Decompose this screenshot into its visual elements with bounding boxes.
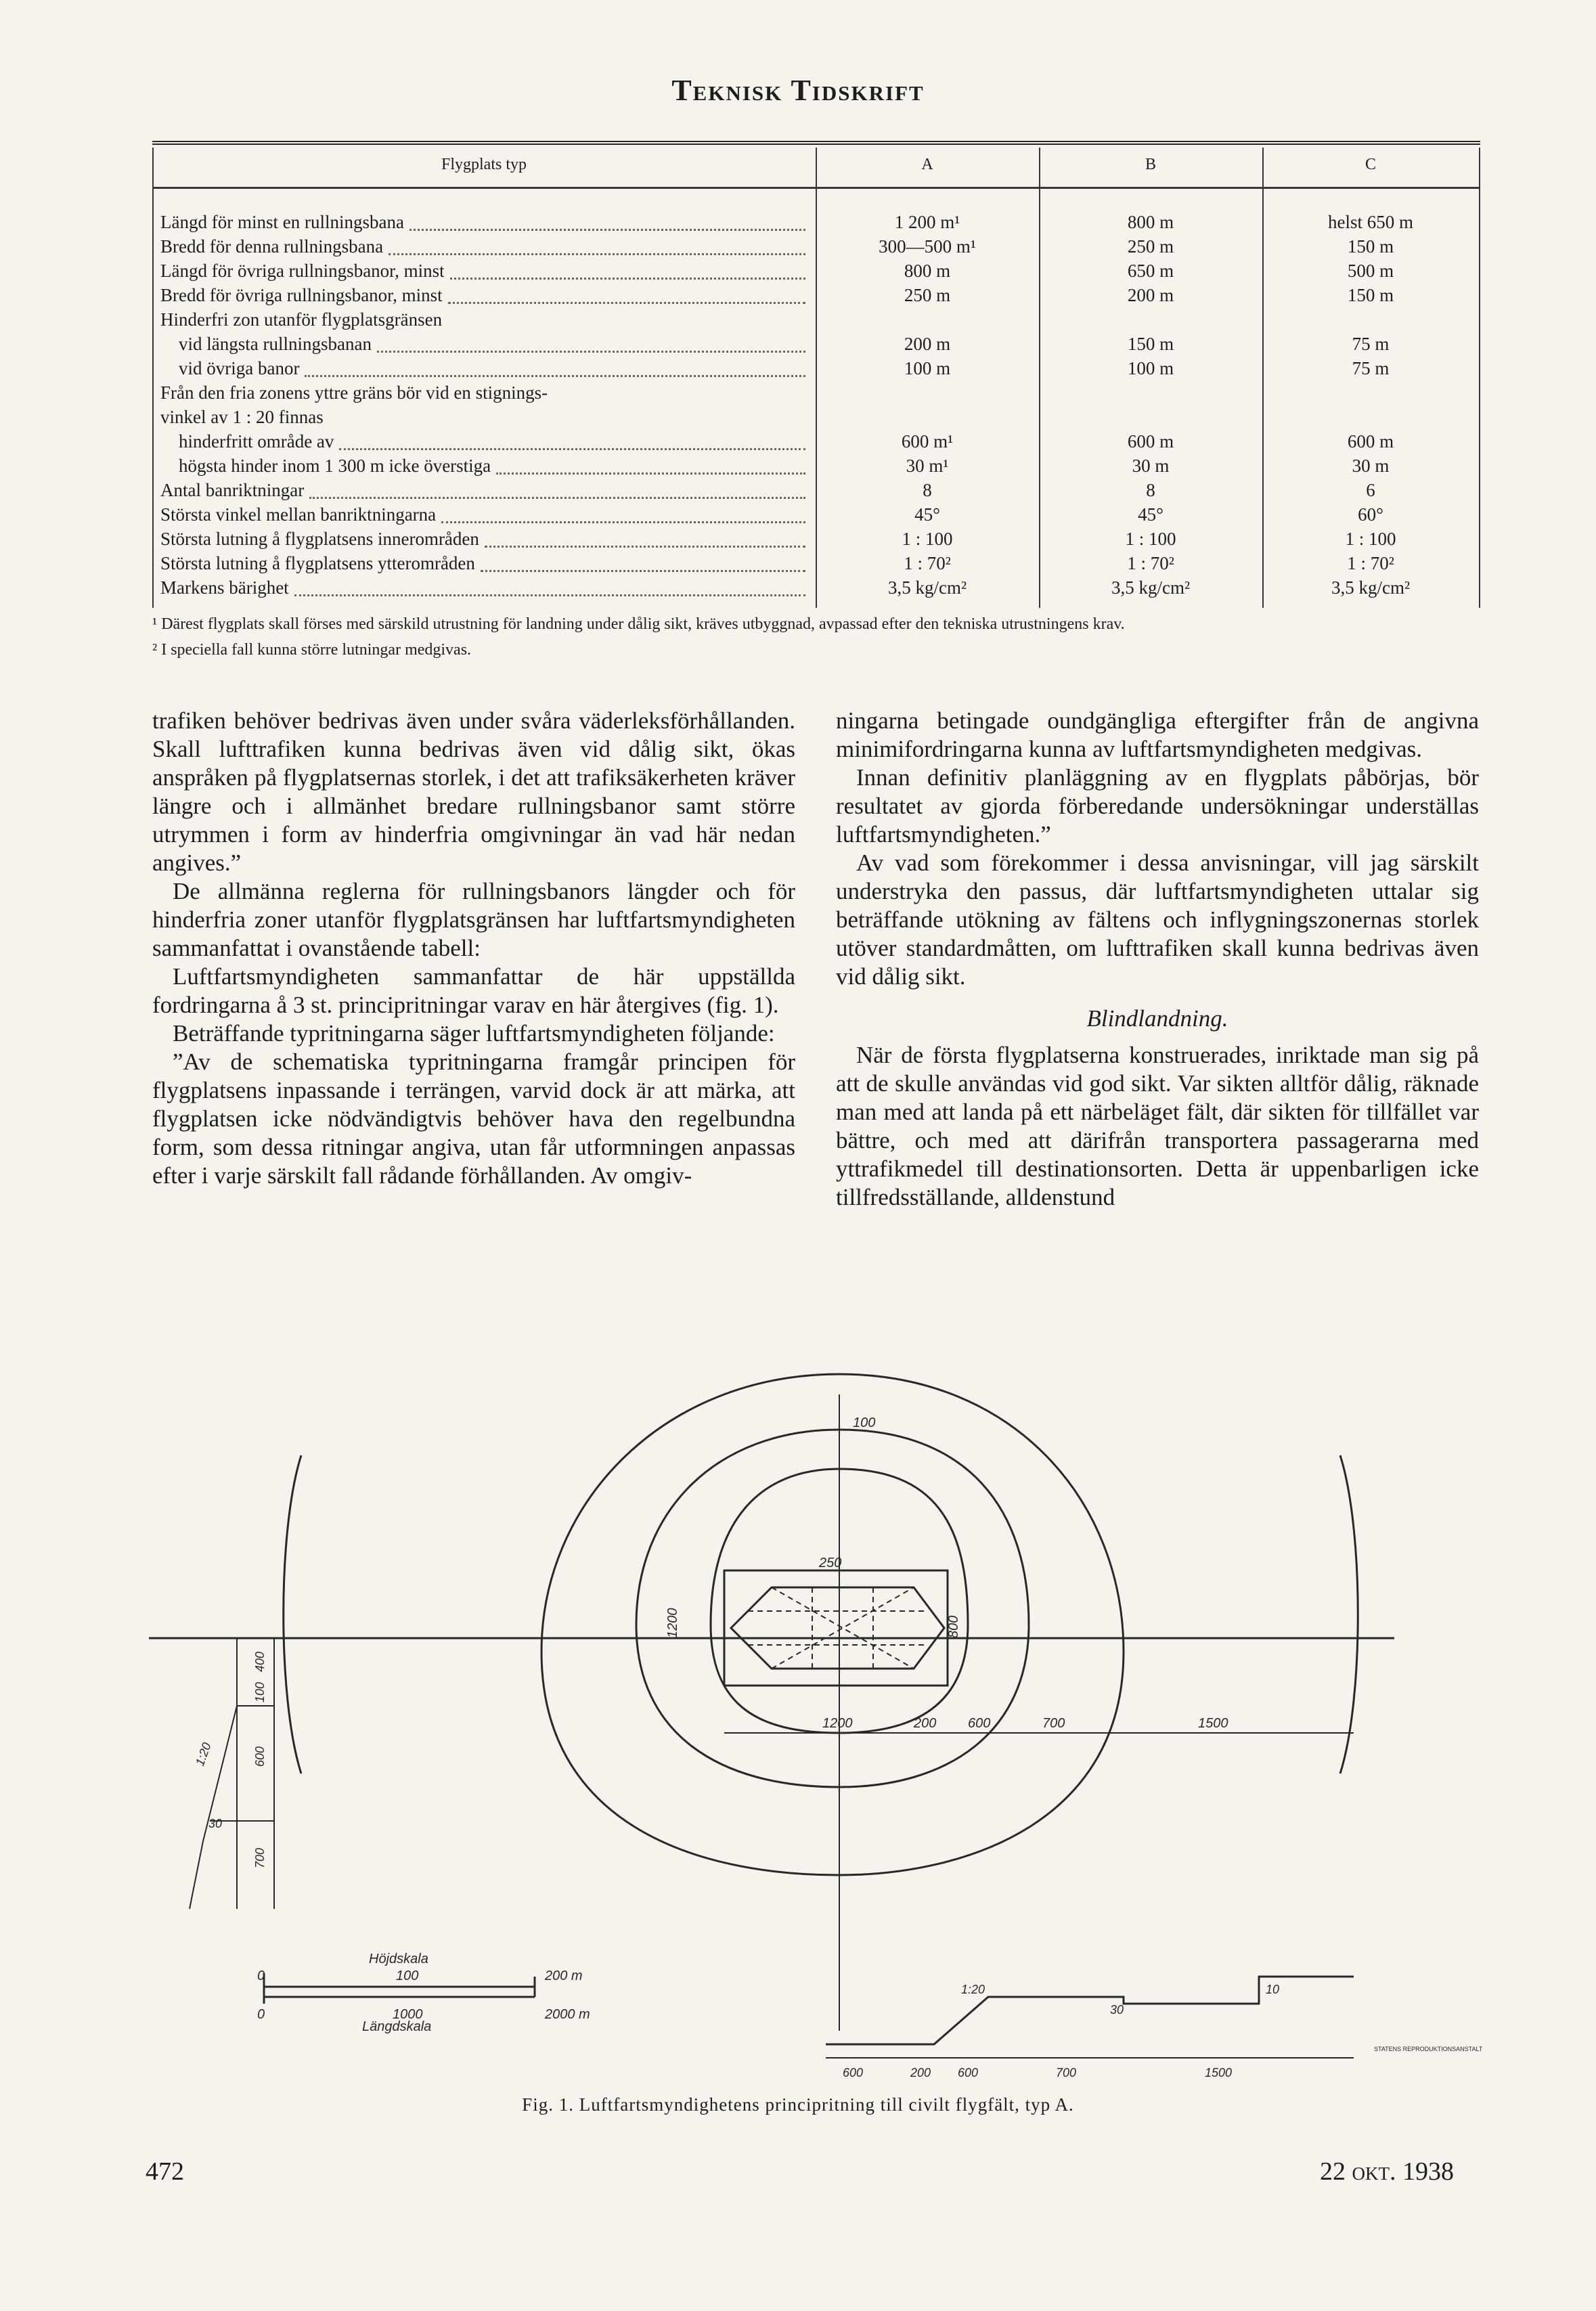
dim-horizontal-3: 600 <box>968 1716 991 1731</box>
scale-mark: 0 <box>257 1968 265 1983</box>
paragraph: De allmänna reglerna för rullningsbanors längder och för hinderfria zoner utanför flygplatsgränsen har luftfartsmyndigheten sammanfattat i ovanstående tabell: <box>152 878 795 961</box>
profile-label: 700 <box>1056 2066 1077 2079</box>
profile-label: 10 <box>1266 1983 1280 1996</box>
dim-left-3: 600 <box>253 1746 267 1767</box>
dim-vertical-2: 800 <box>946 1615 961 1638</box>
table-cell-a: 250 m <box>904 285 951 305</box>
left-column <box>152 707 795 1190</box>
dim-left-4: 700 <box>253 1847 267 1868</box>
dim-horizontal-2: 200 <box>914 1716 937 1731</box>
paragraph: ”Av de schematiska typritningarna framgår principen för flygplatsens inpassande i terrängen, varvid dock är att märka, att flygplatsen icke nödvändigtvis behöver hava den regelbundna form, som dessa ritningar angiva, utan får utformningen anpassas efter i varje särskilt fall rådande förhållanden. Av omgiv- <box>152 1049 795 1189</box>
table-border-right <box>1479 148 1480 608</box>
table-row-leader <box>481 570 805 572</box>
table-cell-b: 150 m <box>1127 334 1174 354</box>
table-row-leader <box>294 594 805 596</box>
left-arc <box>284 1455 301 1774</box>
figure-caption: Fig. 1. Luftfartsmyndighetens principritning till civilt flygfält, typ A. <box>522 2094 1074 2115</box>
airfield-drawing <box>135 1354 1483 2085</box>
table-row-leader <box>377 351 805 353</box>
table-row-label: Största lutning å flygplatsens ytterområden <box>160 553 475 573</box>
page-number: 472 <box>146 2157 184 2186</box>
paragraph: Innan definitiv planläggning av en flygplats påbörjas, bör resultatet av gjorda förberedande undersökningar underställas luftfartsmyndigheten.” <box>836 764 1479 848</box>
table-cell-a: 3,5 kg/cm² <box>887 577 967 598</box>
table-cell-a: 300—500 m¹ <box>879 236 976 257</box>
table-cell-c: 6 <box>1366 480 1375 500</box>
table-header-rule <box>152 187 1480 189</box>
height-scale-title: Höjdskala <box>369 1952 428 1966</box>
table-row-label: Största lutning å flygplatsens innerområden <box>160 529 479 549</box>
paragraph: trafiken behöver bedrivas även under svåra väderleksförhållanden. Skall lufttrafiken kunna bedrivas även vid dålig sikt, ökas anspråken på flygplatsernas storlek, i det att trafiksäkerheten kräver längre och i allmänhet bredare rullningsbanor samt större utrymmen i form av hinderfria omgivningar än vad här nedan angives.” <box>152 707 795 876</box>
table-cell-b: 8 <box>1146 480 1155 500</box>
scale-mark: 1000 <box>393 2007 423 2022</box>
table-cell-a: 100 m <box>904 358 951 378</box>
table-header-b: B <box>1145 156 1156 173</box>
table-cell-c: 75 m <box>1352 334 1390 354</box>
height-label: 30 <box>208 1817 223 1830</box>
dim-top-2: 250 <box>819 1556 842 1570</box>
table-header-a: A <box>921 156 933 173</box>
reproduction-stamp: STATENS REPRODUKTIONSANSTALT <box>1374 2046 1483 2052</box>
table-row-leader <box>448 302 805 304</box>
slope-label: 1:20 <box>192 1740 214 1768</box>
table-cell-c: 600 m <box>1347 431 1394 452</box>
table-cell-b: 200 m <box>1127 285 1174 305</box>
table-row-leader <box>441 521 805 523</box>
table-cell-a: 1 200 m¹ <box>894 212 960 232</box>
table-row-leader <box>309 497 805 499</box>
paragraph: Av vad som förekommer i dessa anvisningar, vill jag särskilt understryka den passus, där luftfartsmyndigheten uttalar sig beträffande utökning av fältens och inflygningszonernas storlek utöver standardmåtten, om lufttrafiken skall kunna bedrivas även vid dålig sikt. <box>836 850 1479 990</box>
table-cell-c: 1 : 100 <box>1345 529 1396 549</box>
table-row-label: Hinderfri zon utanför flygplatsgränsen <box>160 309 443 330</box>
table-cell-b: 100 m <box>1127 358 1174 378</box>
paragraph: När de första flygplatserna konstruerades, inriktade man sig på att de skulle användas vid god sikt. Var sikten alltför dålig, räknade man med att landa på ett närbeläget fält, där sikten för tillfället var bättre, och med att därifrån transportera passagerarna med yttrafikmedel till destinationsorten. Detta är uppenbarligen icke tillfredsställande, alldenstund <box>836 1042 1479 1210</box>
right-column <box>836 707 1479 1212</box>
table-cell-a: 1 : 100 <box>902 529 953 549</box>
footnote-2: ² I speciella fall kunna större lutningar medgivas. <box>152 641 472 659</box>
table-cell-b: 800 m <box>1127 212 1174 232</box>
dim-vertical-1: 1200 <box>665 1608 680 1638</box>
table-cell-b: 650 m <box>1127 261 1174 281</box>
table-row-leader <box>496 472 805 475</box>
profile-label: 30 <box>1110 2003 1124 2017</box>
table-row-leader <box>389 253 805 255</box>
issue-date: 22 okt. 1938 <box>1320 2157 1454 2186</box>
table-cell-c: 75 m <box>1352 358 1390 378</box>
table-row-label: Bredd för denna rullningsbana <box>160 236 384 257</box>
table-row-label: vinkel av 1 : 20 finnas <box>160 407 324 427</box>
table-row-leader <box>485 546 805 548</box>
dim-horizontal-5: 1500 <box>1198 1716 1228 1731</box>
table-cell-c: 60° <box>1358 504 1383 525</box>
dim-horizontal-4: 700 <box>1042 1716 1065 1731</box>
table-cell-a: 800 m <box>904 261 951 281</box>
table-row-label: Längd för minst en rullningsbana <box>160 212 404 232</box>
dim-horizontal-1: 1200 <box>822 1716 853 1731</box>
dim-top-1: 100 <box>853 1415 876 1430</box>
table-cell-a: 1 : 70² <box>904 553 951 573</box>
header-rule <box>152 141 1480 145</box>
table-cell-a: 30 m¹ <box>906 456 949 476</box>
table-cell-c: 1 : 70² <box>1347 553 1394 573</box>
paragraph: Luftfartsmyndigheten sammanfattar de här uppställda fordringarna å 3 st. principritningar varav en här återgives (fig. 1). <box>152 963 795 1018</box>
spec-table <box>152 148 1480 608</box>
scale-mark: 2000 m <box>545 2007 590 2022</box>
table-row-leader <box>339 448 805 450</box>
scale-mark: 200 m <box>545 1968 583 1983</box>
table-cell-c: 30 m <box>1352 456 1390 476</box>
footnote-1: ¹ Därest flygplats skall förses med särskild utrustning för landning under dålig sikt, kräves utbyggnad, avpassad efter den tekniska utrustningens krav. <box>152 615 1125 633</box>
profile-label: 200 <box>910 2066 931 2079</box>
table-cell-a: 600 m¹ <box>901 431 954 452</box>
table-row-leader <box>305 375 805 377</box>
profile-label: 600 <box>958 2066 979 2079</box>
scale-mark: 100 <box>396 1968 419 1983</box>
profile-label: 600 <box>843 2066 864 2079</box>
table-cell-b: 1 : 70² <box>1127 553 1174 573</box>
section-subheading: Blindlandning. <box>1086 1005 1228 1032</box>
table-row-label: Största vinkel mellan banriktningarna <box>160 504 437 525</box>
table-cell-a: 8 <box>923 480 932 500</box>
table-row-label: Antal banriktningar <box>160 480 305 500</box>
table-row-label: Från den fria zonens yttre gräns bör vid en stignings- <box>160 382 548 403</box>
table-cell-c: helst 650 m <box>1328 212 1413 232</box>
paragraph: Beträffande typritningarna säger luftfartsmyndigheten följande: <box>173 1020 775 1047</box>
dim-left-2: 100 <box>253 1681 267 1702</box>
table-row-leader <box>409 229 805 231</box>
table-cell-b: 250 m <box>1127 236 1174 257</box>
runway-area <box>731 1587 944 1669</box>
table-row-label: Längd för övriga rullningsbanor, minst <box>160 261 445 281</box>
table-row-leader <box>450 278 805 280</box>
table-cell-b: 1 : 100 <box>1125 529 1176 549</box>
scale-labels <box>257 1952 590 2034</box>
table-row-label: vid längsta rullningsbanan <box>160 334 372 354</box>
profile-label: 1:20 <box>961 1983 985 1996</box>
table-header-c: C <box>1365 156 1376 173</box>
dim-left-1: 400 <box>253 1651 267 1672</box>
table-cell-b: 45° <box>1138 504 1163 525</box>
paragraph: ningarna betingade oundgängliga eftergifter från de angivna minimifordringarna kunna av luftfartsmyndigheten medgivas. <box>836 707 1479 762</box>
table-cell-a: 200 m <box>904 334 951 354</box>
scale-mark: 0 <box>257 2007 265 2022</box>
table-cell-c: 3,5 kg/cm² <box>1331 577 1411 598</box>
journal-header: Teknisk Tidskrift <box>671 74 925 107</box>
table-row-label: Bredd för övriga rullningsbanor, minst <box>160 285 443 305</box>
table-cell-c: 500 m <box>1347 261 1394 281</box>
table-cell-b: 3,5 kg/cm² <box>1111 577 1191 598</box>
profile-label: 1500 <box>1205 2066 1233 2079</box>
table-row-label: högsta hinder inom 1 300 m icke överstiga <box>160 456 491 476</box>
scales <box>264 1794 535 2031</box>
table-row-label: hinderfritt område av <box>160 431 334 452</box>
outer-zone-outline <box>541 1374 1124 1875</box>
runway-lines <box>748 1587 927 1669</box>
length-scale-title: Längdskala <box>362 2019 432 2034</box>
table-row-label: Markens bärighet <box>160 577 289 598</box>
table-row-label: vid övriga banor <box>160 358 300 378</box>
table-footnotes <box>152 613 1486 665</box>
table-cell-a: 45° <box>914 504 940 525</box>
table-cell-c: 150 m <box>1347 285 1394 305</box>
right-arc <box>1340 1455 1358 1774</box>
table-cell-c: 150 m <box>1347 236 1394 257</box>
table-cell-b: 30 m <box>1132 456 1170 476</box>
table-header-type: Flygplats typ <box>441 156 527 173</box>
table-border-left <box>152 148 154 608</box>
profile-labels <box>843 1983 1483 2079</box>
table-cell-b: 600 m <box>1127 431 1174 452</box>
